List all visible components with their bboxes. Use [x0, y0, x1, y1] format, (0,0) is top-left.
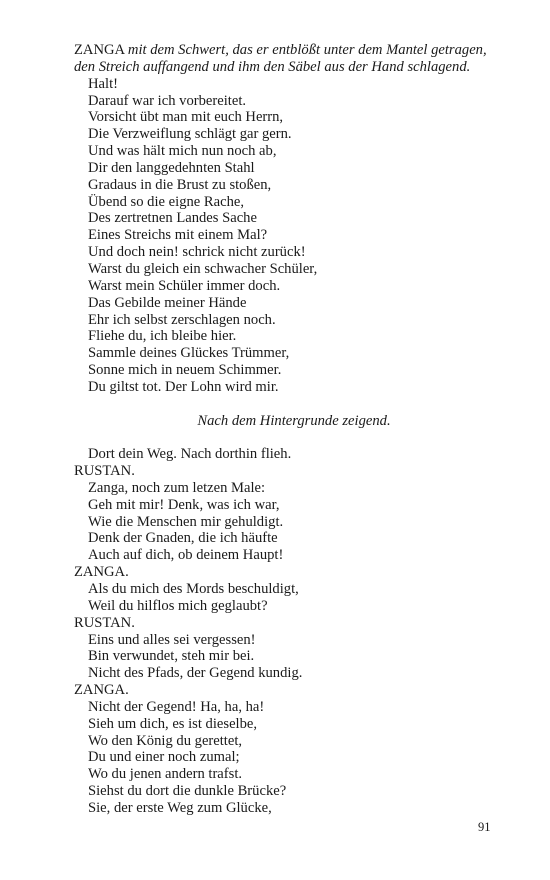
verse-line: Warst du gleich ein schwacher Schüler, [88, 260, 318, 277]
verse-line: Darauf war ich vorbereitet. [88, 92, 247, 109]
verse-line: Auch auf dich, ob deinem Haupt! [88, 547, 284, 564]
verse-line: Die Verzweiflung schlägt gar gern. [88, 126, 292, 143]
verse-line: Sieh um dich, es ist dieselbe, [88, 715, 258, 732]
verse-line: Dir den langgedehnten Stahl [88, 159, 255, 176]
verse-line: Wo du jenen andern trafst. [88, 766, 243, 783]
verse-line: Bin verwundet, steh mir bei. [88, 648, 255, 665]
verse-line: Warst mein Schüler immer doch. [88, 277, 281, 294]
verse-line: Halt! [88, 75, 118, 92]
speaker-name: ZANGA [74, 42, 125, 58]
stage-direction-line [74, 42, 514, 59]
verse-line: Übend so die eigne Rache, [88, 193, 245, 210]
speaker-name: ZANGA. [74, 564, 129, 581]
verse-line: Ehr ich selbst zerschlagen noch. [88, 311, 276, 328]
verse-line: Du und einer noch zumal; [88, 749, 240, 766]
verse-line: Siehst du dort die dunkle Brücke? [88, 783, 287, 800]
stage-direction-centered: Nach dem Hintergrunde zeigend. [197, 412, 391, 429]
verse-line: Denk der Gnaden, die ich häufte [88, 530, 278, 547]
stage-direction-text: den Streich auffangend und ihm den Säbel aus der Hand schlagend. [74, 58, 471, 75]
verse-line: Wo den König du gerettet, [88, 732, 243, 749]
speaker-name: ZANGA. [74, 682, 129, 699]
page-number: 91 [478, 820, 491, 834]
verse-line: Geh mit mir! Denk, was ich war, [88, 496, 280, 513]
verse-line: Fliehe du, ich bleibe hier. [88, 328, 237, 345]
verse-line: Nicht des Pfads, der Gegend kundig. [88, 665, 303, 682]
verse-line: Das Gebilde meiner Hände [88, 294, 247, 311]
blank-line [74, 396, 514, 413]
verse-line: Des zertretnen Landes Sache [88, 210, 257, 227]
verse-line: Weil du hilflos mich geglaubt? [88, 597, 268, 614]
speaker-name: RUSTAN. [74, 463, 135, 480]
blank-line [74, 429, 514, 446]
verse-line: Sammle deines Glückes Trümmer, [88, 345, 290, 362]
text-page [74, 42, 514, 817]
verse-line: Und doch nein! schrick nicht zurück! [88, 244, 306, 261]
verse-line: Nicht der Gegend! Ha, ha, ha! [88, 698, 265, 715]
verse-line: Zanga, noch zum letzen Male: [88, 479, 266, 496]
verse-line: Gradaus in die Brust zu stoßen, [88, 176, 272, 193]
verse-line: Dort dein Weg. Nach dorthin flieh. [88, 446, 292, 463]
speaker-name: RUSTAN. [74, 614, 135, 631]
verse-line: Sie, der erste Weg zum Glücke, [88, 799, 272, 816]
verse-line: Und was hält mich nun noch ab, [88, 143, 277, 160]
verse-line: Eines Streichs mit einem Mal? [88, 227, 268, 244]
verse-line: Eins und alles sei vergessen! [88, 631, 256, 648]
verse-line: Du giltst tot. Der Lohn wird mir. [88, 378, 279, 395]
stage-direction-text: mit dem Schwert, das er entblößt unter dem Mantel getragen, [127, 42, 487, 58]
verse-line: Vorsicht übt man mit euch Herrn, [88, 109, 284, 126]
verse-line: Wie die Menschen mir gehuldigt. [88, 513, 284, 530]
verse-line: Als du mich des Mords beschuldigt, [88, 581, 299, 597]
verse-line: Sonne mich in neuem Schimmer. [88, 362, 282, 379]
